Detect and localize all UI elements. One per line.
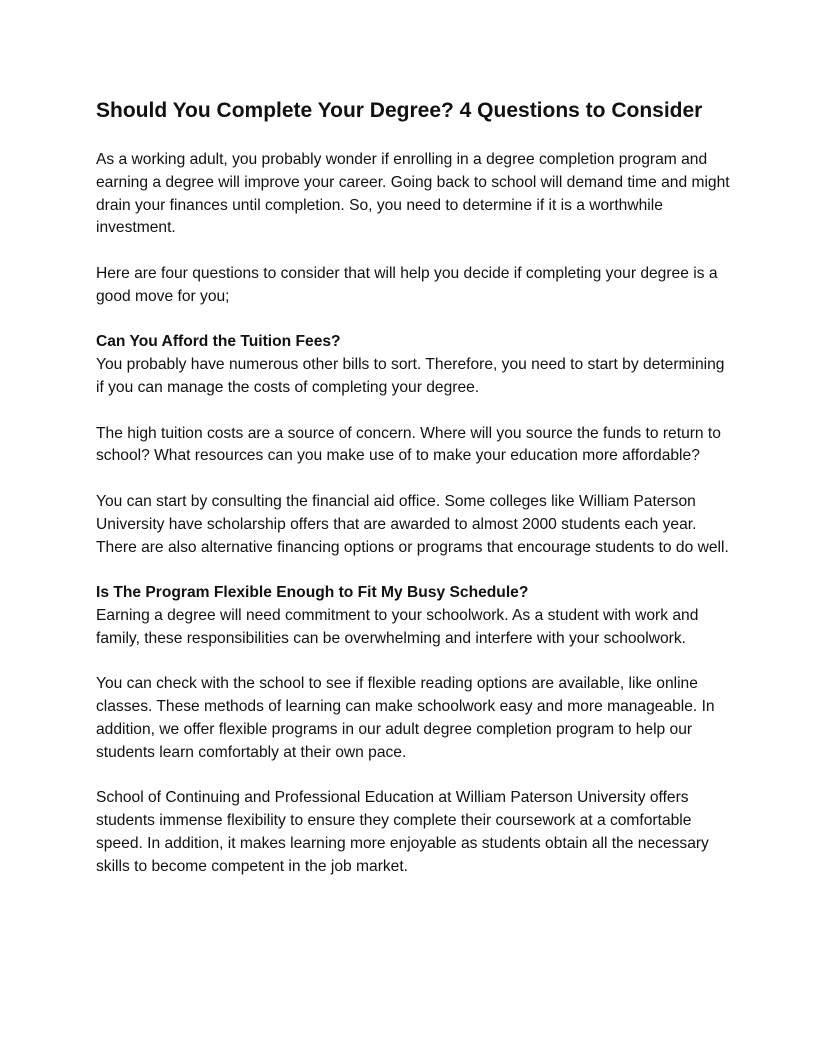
- intro-paragraph: As a working adult, you probably wonder if enrolling in a degree completion program and earning a degree will improve your career. Going back to school will demand time and might drain your finances until completion. So, you need to determine if it is a worthwhile investment.: [96, 151, 730, 237]
- section-paragraph: School of Continuing and Professional Education at William Paterson University offers students immense flexibility to ensure they complete their coursework at a comfortable speed. In addition, it makes learning more enjoyable as students obtain all the necessary skills to become competent in the job market.: [96, 789, 709, 875]
- section-tuition: [96, 331, 736, 559]
- section-heading: Is The Program Flexible Enough to Fit My Busy Schedule?: [96, 584, 529, 602]
- document-page: [96, 96, 736, 901]
- section-heading: Can You Afford the Tuition Fees?: [96, 333, 341, 351]
- intro-paragraph: Here are four questions to consider that will help you decide if completing your degree is a good move for you;: [96, 264, 718, 305]
- section-paragraph: You can check with the school to see if flexible reading options are available, like online classes. These methods of learning can make schoolwork easy and more manageable. In addition, we offer flexible programs in our adult degree completion program to help our students learn comfortably at their own pace.: [96, 675, 715, 761]
- section-paragraph: You probably have numerous other bills to sort. Therefore, you need to start by determining if you can manage the costs of completing your degree.: [96, 356, 725, 396]
- section-paragraph: Earning a degree will need commitment to your schoolwork. As a student with work and family, these responsibilities can be overwhelming and interfere with your schoolwork.: [96, 606, 699, 647]
- section-flexibility: [96, 582, 736, 878]
- page-title: Should You Complete Your Degree? 4 Questions to Consider: [96, 99, 703, 122]
- section-paragraph: You can start by consulting the financial aid office. Some colleges like William Paterson University have scholarship offers that are awarded to almost 2000 students each year. There are also alternative financing options or programs that encourage students to do well.: [96, 492, 729, 556]
- section-paragraph: The high tuition costs are a source of concern. Where will you source the funds to return to school? What resources can you make use of to make your education more affordable?: [96, 424, 721, 465]
